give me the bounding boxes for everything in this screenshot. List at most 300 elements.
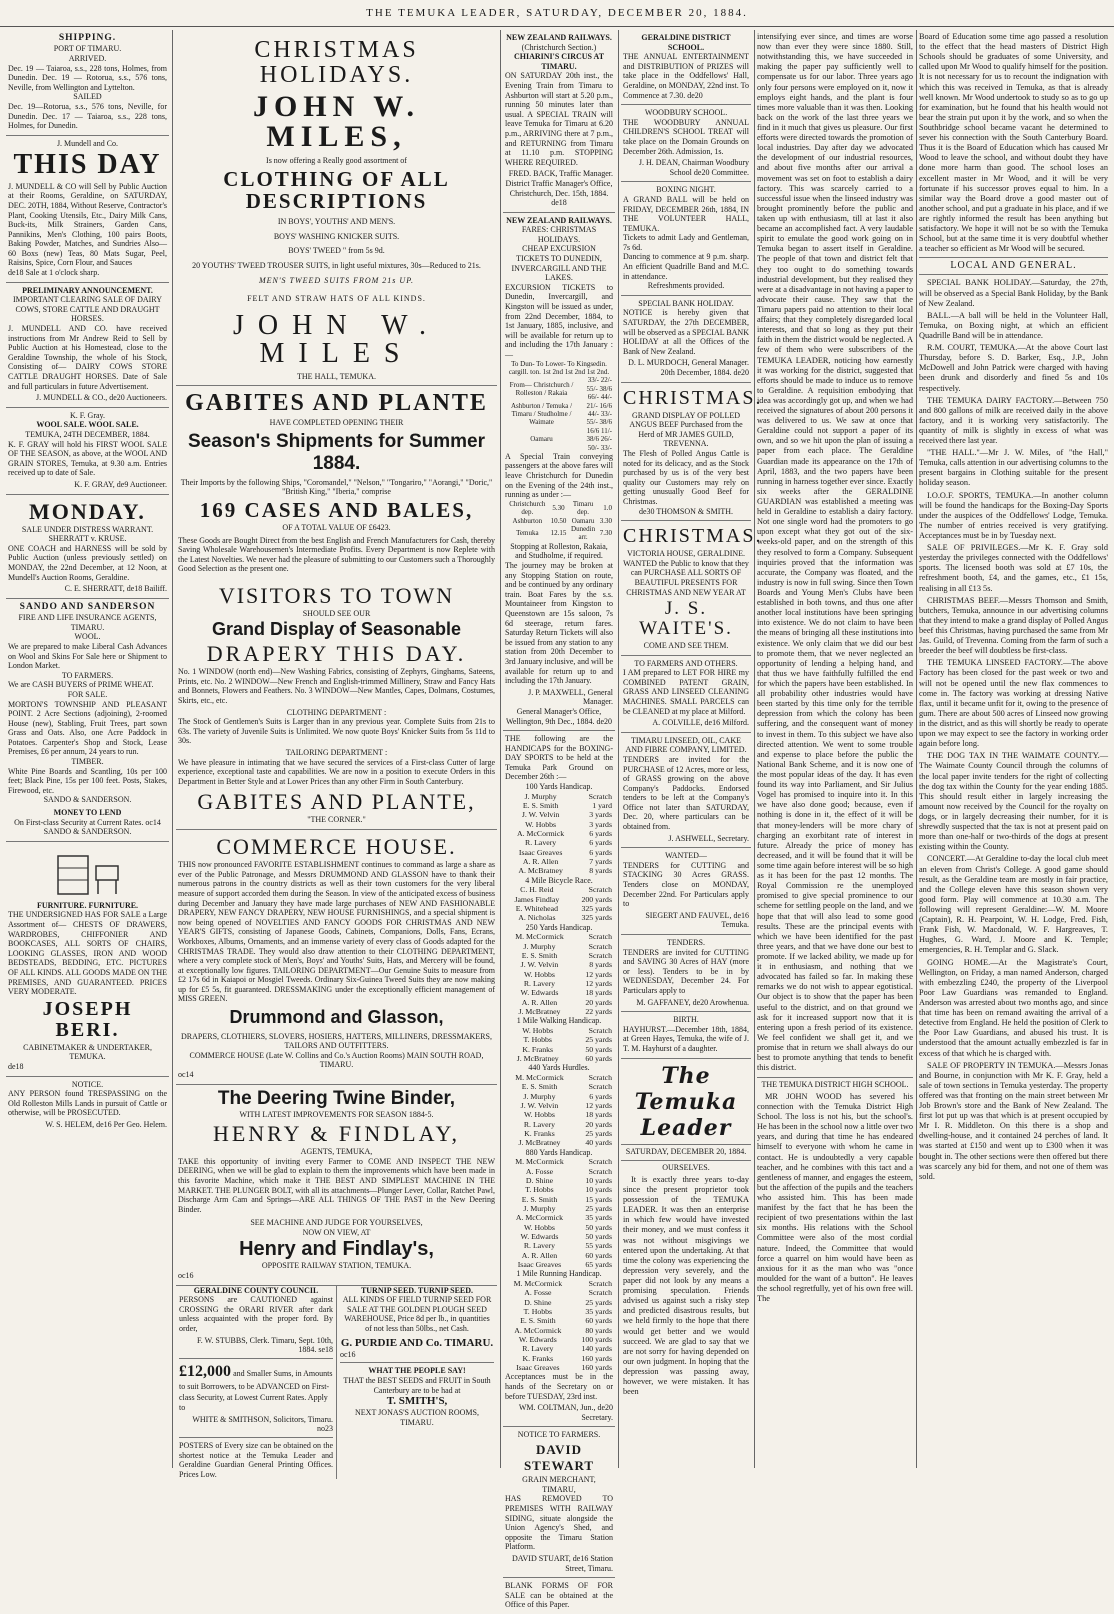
- competitor-name: M. McCormick: [515, 932, 564, 942]
- handicap-row: [505, 1335, 613, 1344]
- competitor-name: Isaac Greaves: [517, 1260, 562, 1270]
- column-5: [757, 30, 913, 1468]
- local-news-item: SALE OF PRIVILEGES.—Mr K. F. Gray sold yesterday the privileges connected with the Oddfellows' sports. The licensed booth was sold at £7 10s, the refreshment booth, £4, and the games, etc., £1 15s, realising in all £13 5s.: [919, 543, 1108, 593]
- h250-table: [505, 932, 613, 1016]
- competitor-name: E. Whitehead: [515, 904, 558, 914]
- competitor-name: D. Shine: [524, 1297, 552, 1307]
- handicap-value: 6 yards: [589, 838, 612, 848]
- handicap-row: [505, 810, 613, 819]
- bicycle-title: 4 Mile Bicycle Race.: [525, 875, 593, 885]
- handicap-value: Scratch: [588, 1072, 612, 1082]
- bank-title: SPECIAL BANK HOLIDAY.: [638, 298, 734, 308]
- birth-ad: [621, 1012, 751, 1058]
- stewart: DAVID STEWART: [523, 1442, 595, 1473]
- special-train-cell: 12.15: [550, 529, 567, 538]
- sailed-heading: SAILED: [73, 92, 102, 102]
- mile-title: 1 Mile Running Handicap.: [516, 1269, 602, 1279]
- circus-ad: [503, 30, 615, 213]
- handicap-row: [505, 1307, 613, 1316]
- timber-heading: TIMBER.: [71, 757, 104, 767]
- handicap-value: 20 yards: [585, 1119, 612, 1129]
- competitor-name: Isaac Greaves: [518, 847, 563, 857]
- competitor-name: J. McBratney: [518, 1138, 561, 1148]
- money-sig: WHITE & SMITHSON, Solicitors, Timaru. no23: [192, 1414, 333, 1434]
- column-rule: [172, 30, 173, 1468]
- mundell-ad: [6, 136, 169, 283]
- miles-offer: Is now offering a Really good assortment of: [266, 156, 407, 166]
- competitor-name: W. Hobbs: [522, 1026, 554, 1035]
- competitor-name: T. Hobbs: [523, 1035, 552, 1045]
- posters: POSTERS of Every size can be obtained on the shortest notice at the Temuka Leader and Geraldine Guardian General Printing Offices. Prices Low.: [179, 1437, 333, 1479]
- furniture-title: FURNITURE. FURNITURE.: [36, 900, 139, 910]
- competitor-name: E. S. Smith: [521, 951, 558, 960]
- birth-title: BIRTH.: [673, 1015, 699, 1025]
- handicaps-text: THE following are the HANDICAPS for the BOXING-DAY SPORTS to be held at the Temuka Park Ground on December 26th :—: [505, 734, 613, 782]
- column-2: [176, 30, 497, 1479]
- bank-sig: D. L. MURDOCH, General Manager. 20th December, 1884. de20: [628, 358, 749, 377]
- competitor-name: E. S. Smith: [521, 1194, 558, 1204]
- handicap-value: 140 yards: [581, 1344, 612, 1354]
- handicap-value: Scratch: [588, 1279, 612, 1289]
- linseed-title: TIMARU LINSEED, OIL, CAKE AND FIBRE COMPANY, LIMITED.: [625, 735, 747, 755]
- handicap-value: 6 yards: [589, 1091, 612, 1101]
- boxing-title: BOXING NIGHT.: [656, 185, 716, 195]
- joseph-beri: JOSEPH BERI.: [42, 997, 133, 1041]
- handicap-row: [505, 1073, 613, 1082]
- handicap-value: 3 yards: [589, 810, 612, 820]
- column-rule: [500, 30, 501, 1468]
- handicap-value: 60 yards: [585, 1054, 612, 1064]
- clothing-heading: CLOTHING OF ALL DESCRIPTIONS: [223, 166, 450, 214]
- handicap-value: 8 yards: [589, 960, 612, 970]
- ball-dancing: Dancing to commence at 9 p.m. sharp. An efficient Quadrille Band and M.C. in attendance.: [623, 252, 749, 281]
- column-3: [503, 30, 615, 1610]
- circus-sig: FRED. BACK, Traffic Manager.: [508, 169, 613, 179]
- clothing-sub: IN BOYS', YOUTHS' AND MEN'S.: [277, 217, 396, 227]
- competitor-name: E. S. Smith: [520, 1316, 556, 1326]
- column-6: [919, 30, 1108, 1468]
- gray-text: K. F. GRAY will hold his FIRST WOOL SALE OF THE SEASON, as above, at the WOOL AND GRAIN STORES, Temuka, at 9.30 a.m. Entries received up to date of Sale.: [8, 439, 167, 478]
- clothing-dept: CLOTHING DEPARTMENT :: [286, 707, 387, 717]
- handicap-value: 22 yards: [585, 1007, 612, 1017]
- competitor-name: A. McBratney: [518, 866, 563, 876]
- handicap-value: 55 yards: [585, 1241, 612, 1251]
- now-on: NOW ON VIEW, AT: [302, 1227, 371, 1237]
- handicap-value: Scratch: [588, 1166, 612, 1176]
- local-news-item: CHRISTMAS BEEF.—Messrs Thomson and Smith, butchers, Temuka, announce in our advertising columns that they intend to make a grand display of Polled Angus beef this Christmas, having purchased the same from Mr Jas. Guild, of Trevenna. Coming from the farm of such a breeder the beef will doubtless be first-class.: [919, 595, 1108, 656]
- handicap-value: 6 yards: [589, 829, 612, 839]
- fare-values: 33/- 22/- 55/- 38/6 66/- 44/-: [586, 376, 612, 402]
- h100-table: [505, 792, 613, 876]
- council-sig: F. W. STUBBS, Clerk. Timaru, Sept. 10th, 1884. se18: [196, 1335, 333, 1355]
- timber-text: White Pine Boards and Scantling, 10s per 100 feet; Black Pine, 15s per 100 feet. Posts, Stakes, Firewood, etc.: [8, 766, 167, 795]
- ourselves-title: OURSELVES.: [662, 1163, 710, 1173]
- commerce-ad: [176, 830, 497, 1085]
- mens-suits: MEN'S TWEED SUITS FROM 21s UP.: [258, 276, 415, 286]
- handicap-value: 25 yards: [585, 1129, 612, 1139]
- handicap-value: 1 yard: [592, 801, 612, 810]
- handicap-row: [505, 1035, 613, 1044]
- competitor-name: J. Murphy: [523, 1091, 556, 1101]
- competitor-name: M. McCormick: [515, 1072, 564, 1082]
- geraldine-school-ad: [621, 30, 751, 105]
- handicap-value: Scratch: [588, 1157, 612, 1167]
- ourselves-text: It is exactly three years to-day since the present proprietor took possession of the TEMUKA LEADER. It was then an enterprise in which few would have invested their money, and we must confess it was not without misgivings we entered upon the undertaking. At that time the colony was experiencing the depression very severely, and the paper did not look by any means a promising speculation. Friends advised us against such a risky step and predicted disastrous results, but we held firmly to the hope that there would get better and we would succeed. We are glad to say that we are not sorry for having depended on our own judgment. In hoping that the depression was passing away, however, we were mistaken. It has been: [623, 1174, 749, 1397]
- deering-sub: WITH LATEST IMPROVEMENTS FOR SEASON 1884-5.: [239, 1110, 434, 1120]
- thomson: de30 THOMSON & SMITH.: [638, 506, 734, 516]
- handicap-row: [505, 1279, 613, 1288]
- tweed: BOYS' TWEED " from 5s 9d.: [288, 246, 385, 256]
- local-news-item: THE TEMUKA LINSEED FACTORY.—The above Factory has been closed for the past week or two and will not be opened until the new flax commences to come in. The factory was working at dressing Native flax, until it became unfit for it, owing to the presence of gum. There are about 500 acres of Linseed now growing in the district, and as this will shortly be ready to operate upon we may expect to see the factory in working order again before long.: [919, 658, 1108, 749]
- money-heading: MONEY TO LEND: [53, 808, 122, 818]
- siegert: SIEGERT AND FAUVEL, de16 Temuka.: [645, 910, 749, 930]
- nzr-section: (Christchurch Section.): [521, 42, 597, 52]
- linseed-ad: [621, 733, 751, 849]
- this-day-title: THIS DAY: [13, 149, 162, 181]
- opposite: OPPOSITE RAILWAY STATION, TEMUKA.: [261, 1261, 412, 1271]
- trouser: 20 YOUTHS' TWEED TROUSER SUITS, in light useful mixtures, 30s—Reduced to 21s.: [192, 260, 481, 270]
- competitor-name: A. McCormick: [517, 829, 565, 839]
- henry-text: TAKE this opportunity of inviting every Farmer to COME AND INSPECT THE NEW DEERING, when we will be glad to explain to them the improvements which have been made in this favorite Machine, which make it THE BEST AND SIMPLEST MACHINE IN THE MARKET. THE PLUNGER BOLT, with all its attachments—Plunger Lever, Collar, Ratchet Pawl, Discharge Arm Cam and Springs—ARE ALL THINGS OF THE PAST in the New Deering Binder.: [178, 1156, 495, 1214]
- windows: No. 1 WINDOW (north end)—New Washing Fabrics, consisting of Zephyrs, Ginghams, Sateens, Prints, etc. No. 2 WINDOW—New French and English-trimmed Millinery, Straw and Fancy Hats and Bonnets, Flowers and Feathers. No. 3 WINDOW—New Mantles, Capes, Dolmans, Costumes, Skirts, etc., etc.: [178, 667, 495, 706]
- column-1: [6, 30, 169, 1468]
- gabites-corner: GABITES AND PLANTE,: [197, 789, 476, 815]
- drummond: Drummond and Glasson,: [229, 1007, 444, 1028]
- maxwell-office: General Manager's Office, Wellington, 9th Dec., 1884. de20: [505, 706, 612, 726]
- journey: The journey may be broken at any Stopping Station on route, and be continued by any ordinary train. Boat Fares by the s.s. Mountaineer from Kingston to Queenstown are 15s saloon, 7s 6d steerage, return fares. Saturday Return Tickets will also be issued from any station to any station from 20th December to 3rd January inclusive, and will be available for return up to and including the 17th January.: [505, 561, 613, 686]
- gray-sig: K. F. GRAY, de9 Auctioneer.: [74, 479, 167, 489]
- drummond-sub: DRAPERS, CLOTHIERS, SLOVERS, HOSIERS, HATTERS, MILLINERS, DRESSMAKERS, TAILORS AND OUTFITTERS.: [181, 1031, 492, 1051]
- waite-sub: COME AND SEE THEM.: [643, 640, 729, 650]
- imports: Their Imports by the following Ships, "Coromandel," "Nelson," "Tongariro," "Aorangi," "Doric," "British King," "Iberia," comprise: [180, 477, 493, 497]
- handicap-value: 325 yards: [581, 904, 612, 914]
- handicap-value: 7 yards: [589, 857, 612, 867]
- ashwell: J. ASHWELL, Secretary.: [668, 833, 749, 843]
- people-ad: [340, 1362, 494, 1427]
- competitor-name: T. Hobbs: [523, 1307, 553, 1317]
- monday-title: MONDAY.: [29, 498, 146, 524]
- local-news-item: SALE OF PROPERTY IN TEMUKA.—Messrs Jonas and Bourne, in conjunction with Mr K. F. Gray, held a sale of town sections in Temuka yesterday. The property offered was that fronting on the main street between Mr Job Brown's store and the Bank of New Zealand. The first lot put up was that which is at present occupied by Mr I. R. Middleton. On this there is a shop and dwelling-house, and it contained 24 perches of land. It was started at £150 and went up to £300 when it was bought in. The other sections were then offered but there was scarcely any bid for them, and not one of them was sold.: [919, 1060, 1108, 1181]
- handicap-row: [505, 1176, 613, 1185]
- handicap-value: 18 yards: [585, 1110, 612, 1120]
- turnip-title: TURNIP SEED. TURNIP SEED.: [360, 1285, 474, 1295]
- walk-title: 1 Mile Walking Handicap.: [516, 1016, 602, 1026]
- refreshments: Refreshments provided.: [647, 281, 725, 291]
- special-train-cell: 5.30: [552, 504, 565, 513]
- competitor-name: A. McCormick: [515, 1213, 564, 1223]
- purdie: G. PURDIE AND Co. TIMARU.: [340, 1336, 494, 1349]
- tailoring: TAILORING DEPARTMENT :: [285, 748, 388, 758]
- victoria: VICTORIA HOUSE, GERALDINE.: [626, 549, 746, 559]
- competitor-name: W. Hobbs: [524, 1110, 555, 1120]
- competitor-name: W. Hobbs: [524, 969, 555, 979]
- handicap-value: 35 yards: [585, 1307, 612, 1317]
- special-train-cell: Temuka: [516, 529, 539, 538]
- handicap-value: 60 yards: [585, 1250, 612, 1260]
- fares-title: FARES: CHRISTMAS HOLIDAYS.: [521, 225, 597, 244]
- handicap-value: 160 yards: [581, 1353, 612, 1363]
- handicap-value: 100 yards: [581, 1335, 612, 1345]
- competitor-name: J. Murphy: [524, 791, 557, 801]
- hats: FELT AND STRAW HATS OF ALL KINDS.: [247, 294, 426, 304]
- stewart-ad: [503, 1427, 615, 1578]
- handicap-row: [505, 1185, 613, 1194]
- knicker: BOYS' WASHING KNICKER SUITS.: [273, 231, 400, 241]
- handicap-row: [505, 1354, 613, 1363]
- wanted-2: WANTED—: [665, 851, 707, 861]
- competitor-name: W. Edwards: [518, 1335, 557, 1345]
- angus-ad: [621, 383, 763, 522]
- sando-ad: [6, 599, 169, 842]
- competitor-name: K. Franks: [524, 1129, 555, 1139]
- competitor-name: J. W. Velvin: [521, 810, 560, 820]
- competitor-name: T. Hobbs: [525, 1185, 554, 1195]
- competitor-name: J. Murphy: [523, 1204, 556, 1214]
- fare-row: [505, 402, 613, 427]
- sando-title: SANDO AND SANDERSON: [19, 601, 156, 612]
- forsale-text: MORTON'S TOWNSHIP AND PLEASANT POINT. 2 Acre Sections (adjoining), 2-roomed House (new), Stabling, Fruit Trees, part sown Grass and Oats. Also, one Acre Paddock in Potatoes. Carpenter's Shop and Stock, Lease Premises, £6 per annum, 24 years to run.: [8, 699, 167, 757]
- handicap-row: [505, 1026, 613, 1035]
- handicap-value: Scratch: [588, 932, 612, 942]
- farmers-heading: TO FARMERS.: [61, 670, 114, 680]
- handicap-row: [505, 1232, 613, 1241]
- smith: T. SMITH'S,: [386, 1395, 448, 1408]
- h880-table: [505, 1157, 613, 1269]
- handicap-value: 15 yards: [585, 1194, 612, 1204]
- forsale-heading: FOR SALE.: [67, 689, 108, 699]
- notice-text: ANY PERSON found TRESPASSING on the Old Rolleston Mills Lands in pursuit of Cattle or otherwise, will be PROSECUTED.: [8, 1089, 167, 1118]
- people-say: WHAT THE PEOPLE SAY!: [368, 1366, 466, 1376]
- miles-ad: [176, 30, 497, 386]
- special-train-cell: Ashburton: [512, 516, 543, 525]
- ball-tickets: Tickets to admit Lady and Gentleman, 7s 6d.: [623, 233, 749, 252]
- h880-title: 880 Yards Handicap.: [525, 1147, 593, 1157]
- special-text: A Special Train conveying passengers at the above fares will leave Christchurch for Dunedin on the Evening of the 24th inst., running as under :—: [505, 451, 613, 500]
- local-news-item: THE TEMUKA DAIRY FACTORY.—Between 750 and 800 gallons of milk are received daily in the above factory, and it is working very satisfactorily. The quantity of milk is slightly in excess of what was received there last year.: [919, 395, 1108, 446]
- fare-values: 16/6 11/- 38/6 26/- 50/- 33/-: [586, 426, 612, 452]
- handicap-row: [505, 1298, 613, 1307]
- ourselves-continued: intensifying ever since, and times are worse now than ever they were since 1880. Still, notwithstanding this, we have succeeded in making the paper pay sufficiently well to compensate us for our labor. Three years ago only four persons were employed on it, now it employs eight hands, and the plant is four times more valuable than it was then. Looking back on the work of the last three years we find in it much that gives us pleasure. Our first efforts were directed towards the promotion of local industries. Day after day we advocated the development of our industrial resources, and about five months after our arrival a movement was set on foot to establish a dairy factory. This was scarcely carried to a successful issue when the linseed industry was brought prominently before the public and taken up with enthusiasm, till at last it also became an accomplished fact. A very laudable spirit to emulate the good work going on in Temuka began to assert itself in Geraldine. The people of that town and district felt that they too ought to do something towards industrial development, but they realised they were at a disadvantage in not having a paper to advocate their cause. They saw that the Timaru papers paid no attention to their local affairs; that they completely disregarded local interests, and that so long as they put their faith in them the district would be neglected. A few of them who were subscribers of the TEMUKA LEADER, noticing how earnestly it was working for the district, suggested that efforts should be made to induce us to remove to Geraldine. A requisition embodying that idea was accordingly got up, and when we had received the signatures of about 200 persons it was delivered to us. We saw at once that Geraldine could not support a paper of its own, and so we hit upon the plan of issuing a paper from each place. The Geraldine Guardian made its appearance on the 17th of April, 1883, and the two papers have been running in harness together ever since. Exactly six weeks after the GERALDINE GUARDIAN was established a meeting was held in Geraldine to establish a dairy factory. Not one single word had the promoters to go upon except what they got out of the six-weeks-old paper, and on the strength of this they resolved to form a Company. Subsequent inquiries proved that the information was accurate, the Company was floated, and the industry is now in full swing. Since then Town Boards and Young Men's Clubs have been established in both towns, and thus one after another local institutions have been springing into existence. We do not claim to have been the means of bringing all these institutions into existence. We only claim that we did our best to promote them, that we never neglected an opportunity of lending a helping hand, and that thus we have faithfully fulfilled the end for which the papers have been established. In all probability other industries would have been started by this time only for the terrible depression from which the colony has been suffering, and the consequent want of money to invest in them. To this subject we have also directed attention. We went to some trouble and expense to place before the public the National Bank Scheme, and it is now one of the most popular ideas of the day. It has even found its way into Parliament, and Sir Julius Vogel has promised to inquire into it. In this we have also done good; because, even if nothing is done in it, the effect of it will be that money-lenders will be more chary of charging an exorbitant rate of interest in future. Already the price of money has decreased, and it will be found that it will be some time again before interest will be so high as it has been for the past 12 months. The Royal Commission re the unemployed promised to give special prominence to our scheme for settling people on the land, and we hope that that will also lead to some good results. These are the principal events with which we have been identified for the past three years, and that we have done our best to promote. If we lacked ability, we made up for it in enthusiasm, and nothing that we advocated has failed so far. In making these remarks we do not wish to appear egotistical. Our object is to show that the paper has been useful to the district, and on that ground we ask for it increased support now that it is entering upon a fresh period of its existence. We feel confident we shall get it, and we promise that in return we shall always do our best to promote anything that tends to benefit this district.: [757, 32, 914, 1073]
- gabites-title: GABITES AND PLANTE: [185, 390, 488, 417]
- stopping: Stopping at Rolleston, Rakaia, and Studholme, if required.: [510, 541, 608, 561]
- handicap-value: 50 yards: [585, 1044, 612, 1054]
- handicap-row: [505, 1344, 613, 1353]
- christmas-1: CHRISTMAS.: [623, 386, 763, 409]
- handicap-row: [505, 1120, 613, 1129]
- money-ad: [179, 1358, 333, 1434]
- excursion-text: EXCURSION TICKETS to Dunedin, Invercargill, and Kingston will be issued as under, from 22nd December, 1884, to 1st January, 1885, inclusive, and will be available for return up to and including the 17th January :—: [505, 282, 613, 359]
- handicap-value: Scratch: [588, 791, 612, 801]
- furniture-text: THE UNDERSIGNED HAS FOR SALE a Large Assortment of— CHESTS OF DRAWERS, WARDROBES, CHIFFONIER AND BOOKCASES, ALL SORTS OF CHAIRS, LOOKING GLASSES, IRON AND WOOD BEDSTEADS, BEDDING, ETC. PICTURES OF ALL KINDS. ALL GOODS MADE ON THE PREMISES, AND GUARANTEED. PRICES VERY MODERATE.: [8, 910, 167, 997]
- wool-text: We are prepared to make Liberal Cash Advances on Wool and Skins For Sale here or Shipment to London Market.: [8, 641, 167, 671]
- competitor-name: A. R. Allen: [521, 1250, 558, 1260]
- handicap-row: [505, 1129, 613, 1138]
- notice-ad: [6, 1077, 169, 1134]
- wool-sale-title: WOOL SALE. WOOL SALE.: [36, 420, 139, 430]
- competitor-name: A. Fosse: [524, 1288, 552, 1298]
- gaffaney: M. GAFFANEY, de20 Arowhenua.: [636, 997, 749, 1007]
- competitor-name: E. S. Smith: [522, 801, 559, 810]
- sailed-text: Dec. 19—Rotorua, s.s., 576 tons, Neville, for Dunedin. Dec. 17 — Taiaroa, s.s., 228 tons, Holmes, for Dunedin.: [8, 101, 167, 131]
- furniture-ad: [6, 842, 169, 1077]
- walk-table: [505, 1026, 613, 1063]
- stack-ad: [621, 848, 751, 935]
- competitor-name: D. Shine: [525, 1176, 554, 1185]
- handicap-row: [505, 979, 613, 988]
- money-text: On First-class Security at Current Rates. oc14 SANDO & SANDERSON.: [14, 817, 161, 837]
- gabites-ad: [176, 386, 497, 830]
- competitor-name: R. Lavery: [523, 1119, 556, 1129]
- handicap-row: [505, 951, 613, 960]
- handicap-row: [505, 792, 613, 801]
- visitors: VISITORS TO TOWN: [218, 582, 455, 608]
- handicap-row: [505, 885, 613, 894]
- arrived-heading: ARRIVED.: [68, 53, 107, 63]
- handicap-row: [505, 1204, 613, 1213]
- henry-sub: AGENTS, TEMUKA,: [300, 1147, 373, 1157]
- fare-row: [505, 427, 613, 452]
- competitor-name: E. S. Smith: [521, 1082, 558, 1092]
- handicap-row: [505, 1138, 613, 1147]
- handicap-row: [505, 1007, 613, 1016]
- fare-row: [505, 376, 613, 401]
- angus: GRAND DISPLAY OF POLLED ANGUS BEEF Purchased from the Herd of MR JAMES GUILD, TREVENNA.: [629, 410, 743, 449]
- gabites-sub: HAVE COMPLETED OPENING THEIR: [269, 418, 404, 428]
- local-news-item: I.O.O.F. SPORTS, TEMUKA.—In another column will be found the handicaps for the Boxing-Day Sports under the auspices of the Oddfellows' Lodge, Temuka. The number of entries received is very gratifying. Acceptances must be in by Tuesday next.: [919, 490, 1108, 541]
- monday-ad: [6, 495, 169, 599]
- commerce-house: COMMERCE HOUSE.: [216, 834, 457, 860]
- handicap-row: [505, 801, 613, 810]
- handicap-row: [505, 1167, 613, 1176]
- deering-ad: [176, 1085, 497, 1286]
- competitor-name: J. McBratney: [518, 1007, 561, 1017]
- handicap-row: [505, 1101, 613, 1110]
- handicap-value: 35 yards: [585, 1213, 612, 1223]
- bottom-left: [176, 1286, 337, 1480]
- competitor-name: J. W. Velvin: [520, 1101, 559, 1110]
- council-text: PERSONS are CAUTIONED against CROSSING the ORARI RIVER after dark unless acquainted with the proper ford. By order,: [179, 1295, 333, 1334]
- gray-ad: [6, 408, 169, 495]
- handicaps-ad: [503, 731, 615, 1427]
- local-news-item: "THE HALL."—Mr J. W. Miles, of "the Hall," Temuka, calls attention in our advertising columns to the present bargains in Clothing suitable for the present holiday season.: [919, 448, 1108, 488]
- handicap-value: 65 yards: [585, 1260, 612, 1270]
- handicap-value: 325 yards: [581, 913, 612, 923]
- handicap-value: 40 yards: [585, 1138, 612, 1148]
- preliminary-ad: [6, 283, 169, 408]
- column-rule: [618, 30, 619, 1468]
- handicap-value: 6 yards: [589, 847, 612, 857]
- deering: The Deering Twine Binder,: [217, 1087, 456, 1109]
- should: SHOULD SEE OUR: [302, 608, 371, 618]
- money-amount: £12,000: [179, 1362, 231, 1380]
- tenders-title: TENDERS.: [667, 938, 705, 947]
- shipments: Season's Shipments for Summer 1884.: [188, 431, 485, 474]
- monday-sig: C. E. SHERRATT, de18 Bailiff.: [64, 584, 167, 594]
- handicap-value: Scratch: [588, 941, 612, 951]
- council-title: GERALDINE COUNTY COUNCIL: [193, 1285, 319, 1295]
- special-train-cell: 1.0: [603, 504, 612, 513]
- school-title: GERALDINE DISTRICT SCHOOL.: [641, 33, 731, 52]
- competitor-name: Isaac Greaves: [516, 1363, 560, 1373]
- gray-banner: K. F. Gray.: [69, 410, 106, 420]
- competitor-name: R. Lavery: [523, 1241, 556, 1251]
- preliminary-sig: J. MUNDELL & CO., de20 Auctioneers.: [35, 393, 167, 403]
- competitor-name: K. Franks: [522, 1353, 554, 1363]
- handicap-value: 20 yards: [585, 997, 612, 1007]
- bank-text: NOTICE is hereby given that SATURDAY, the 27th DECEMBER, will be observed as a SPECIAL BANK HOLIDAY at all the Offices of the Bank of New Zealand.: [623, 308, 749, 356]
- shipping-ad: [6, 30, 169, 136]
- sando-sig: SANDO & SANDERSON.: [43, 795, 132, 805]
- handicap-row: [505, 820, 613, 829]
- preliminary-sub: IMPORTANT CLEARING SALE OF DAIRY COWS, STORE CATTLE AND DRAUGHT HORSES.: [13, 295, 162, 324]
- beri-trade: CABINETMAKER & UNDERTAKER, TEMUKA.: [23, 1042, 152, 1062]
- miles-big: JOHN W. MILES: [233, 309, 440, 369]
- leader-nameplate: [621, 1059, 751, 1162]
- shipping-title: SHIPPING.: [58, 33, 117, 43]
- farmers-text: I AM prepared to LET FOR HIRE my COMBINED PATENT GRAIN, GRASS AND LINSEED CLEANING MACHINES. SMALL PARCELS can be CLEANED at my place at Milford.: [623, 668, 749, 716]
- drummond-addr: COMMERCE HOUSE (Late W. Collins and Co.'s Auction Rooms) MAIN SOUTH ROAD, TIMARU.: [189, 1050, 484, 1070]
- ball-text: A GRAND BALL will be held on FRIDAY, DECEMBER 26th, 1884, IN THE VOLUNTEER HALL, TEMUKA.: [623, 194, 749, 233]
- woodbury-text: THE WOODBURY ANNUAL CHILDREN'S SCHOOL TREAT will take place on the Domain Grounds on December 26th. Admission, 1s.: [623, 117, 749, 156]
- handicap-row: [505, 960, 613, 969]
- fare-stations: Oamaru: [530, 435, 553, 444]
- competitor-name: A. Nicholas: [518, 913, 556, 923]
- christmas-holidays: CHRISTMAS HOLIDAYS.: [254, 37, 419, 89]
- monday-sub: SALE UNDER DISTRESS WARRANT.: [21, 524, 154, 534]
- handicap-value: 12 yards: [585, 979, 612, 989]
- commerce-text: THIS now pronounced FAVORITE ESTABLISHMENT continues to command as large a share as ever of the Public Patronage, and Messrs DRUMMOND AND GLASSON have to thank their numerous patrons in the country districts as well as their town customers for the very liberal measure of support accorded them during the Season. In view of the anticipated excess of business during December and January they have made large purchases of NEW AND FASHIONABLE DRAPERY, NEW FANCY DRAPERY, NEW HOUSE FURNISHINGS, and a special shipment is now being opened of NOVELTIES AND FANCY GOODS FOR CHRISTMAS AND NEW YEAR'S GIFTS, consisting of Japanese Goods, Cabinets, Companions, Dolls, Fans, Ecrans, Workboxes, Albums, Ornaments, and an immense variety of every class of Goods adapted for the CHRISTMAS TRADE. They would also draw attention to their CLOTHING DEPARTMENT, where a very complete stock of Men's, Boys' and Youths' Suits, Hats, and Mercery will be found, at exceptionally low figures. TAILORING DEPARTMENT—Our Genuine Suits to measure from £2 17s 6d in Kaiapoi or Mosgiel Tweeds. Ordinary Six-Guinea Tweed Suits they are now making up for £5 5s, fit guaranteed. DRESSMAKING under the exceptionally efficient management of MISS GREEN.: [178, 860, 495, 1004]
- notice-title: NOTICE.: [71, 1079, 104, 1089]
- competitor-name: C. H. Reid: [520, 885, 554, 895]
- competitor-name: J. McBratney: [516, 1054, 559, 1064]
- corner: "THE CORNER.": [307, 815, 366, 825]
- henry-big: Henry and Findlay's,: [239, 1238, 434, 1261]
- wool-heading: WOOL.: [74, 632, 101, 642]
- furniture-illustration: [8, 845, 167, 901]
- handicap-row: [505, 895, 613, 904]
- handicap-value: 12 yards: [585, 1101, 612, 1110]
- handicap-value: Scratch: [588, 885, 612, 895]
- ourselves-article: [621, 1161, 751, 1401]
- see-machine: SEE MACHINE AND JUDGE FOR YOURSELVES,: [250, 1218, 423, 1228]
- handicap-row: [505, 866, 613, 875]
- special-train-cell: Timaru dep.: [572, 499, 594, 517]
- handicap-value: Scratch: [588, 951, 612, 960]
- leader-title: The Temuka Leader: [634, 1062, 738, 1142]
- competitor-name: J. W. Velvin: [520, 960, 559, 970]
- local-general-items: [919, 278, 1108, 1182]
- miles-addr: THE HALL, TEMUKA.: [297, 371, 376, 381]
- bank-ad: [621, 296, 751, 383]
- district-school-text: MR JOHN WOOD has severed his connection with the Temuka District High School. The loss is not his, but the school's. He has been in the school now a little over two years, and during that time he has endeared himself to everyone with whom he came in contact. He is undoubtedly a very capable teacher, and he combines with this tact and a gentleness of manner, and engages the esteem, but the affection of the pupils and the teachers who assisted him. This has been made manifest by the fact that he has been the recipient of two presentations within the last six months. His relations with the School Committee were also of the most cordial nature. Indeed, the Committee that would force a quarrel on him would have been as anxious for it as the man who was "once moulded for the want of a button". He leaves the school regretfully, yet of his own free will. The: [757, 1091, 913, 1304]
- special-train-cell: 7.30: [599, 529, 612, 538]
- hurdles-title: 440 Yards Hurdles.: [528, 1063, 590, 1073]
- cases: 169 CASES AND BALES,: [199, 497, 474, 522]
- tenders-text: TENDERS are invited for CUTTING and SAVING 30 Acres of HAY (more or less). Tenders to be in by WEDNESDAY, December 24. For Particulars apply to: [623, 947, 749, 995]
- wanted-text: WANTED the Public to know that they can PURCHASE ALL SORTS OF BEAUTIFUL PRESENTS FOR CHRISTMAS AND NEW YEAR AT: [623, 558, 749, 597]
- tenders-ad: [621, 935, 751, 1012]
- handicap-row: [505, 942, 613, 951]
- local-news-item: BALL.—A ball will be held in the Volunteer Hall, Temuka, on Boxing night, at which an efficient Quadrille Band will be in attendance.: [919, 310, 1108, 340]
- handicap-row: [505, 1326, 613, 1335]
- handicap-value: 12 yards: [585, 969, 612, 979]
- competitor-name: W. Hobbs: [524, 1222, 555, 1232]
- handicap-value: 80 yards: [585, 1325, 612, 1335]
- purdie-code: oc16: [340, 1349, 356, 1359]
- special-train-cell: 3.30: [599, 516, 612, 525]
- furniture-icon: [48, 848, 128, 898]
- special-train-cell: Christchurch dep.: [509, 499, 546, 517]
